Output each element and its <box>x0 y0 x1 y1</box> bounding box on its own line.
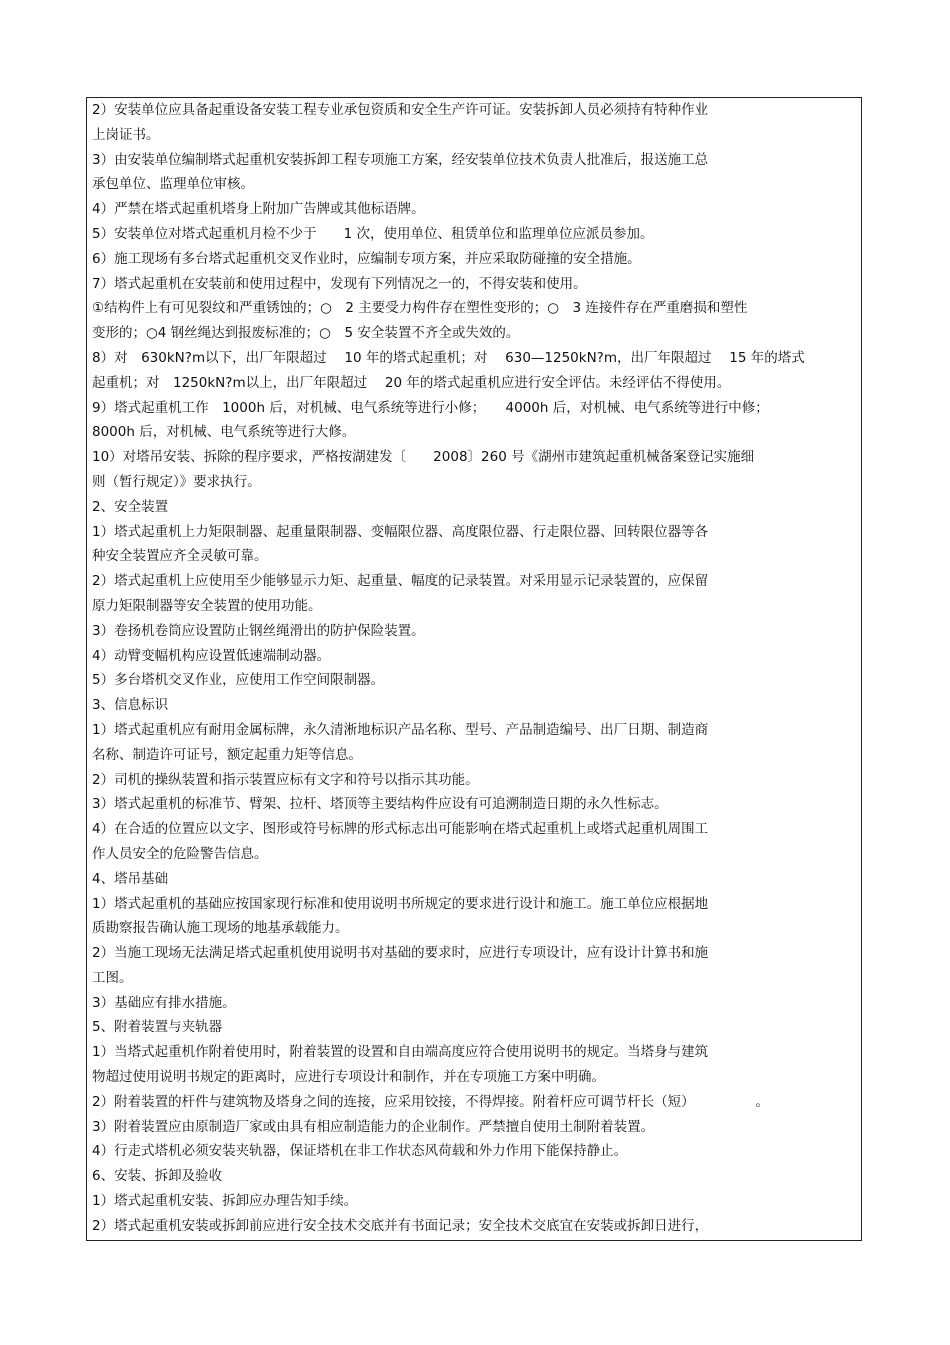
text-line: 7）塔式起重机在安装前和使用过程中，发现有下列情况之一的，不得安装和使用。 <box>92 275 587 292</box>
text-line: ①结构件上有可见裂纹和严重锈蚀的；○ 2 主要受力构件存在塑性变形的；○ 3 连接件存在严重磨损和塑性 <box>92 300 748 317</box>
text-line: 5）多台塔机交叉作业，应使用工作空间限制器。 <box>92 672 385 689</box>
text-line: 6）施工现场有多台塔式起重机交叉作业时，应编制专项方案，并应采取防碰撞的安全措施。 <box>92 250 641 267</box>
text-line: 3）附着装置应由原制造厂家或由具有相应制造能力的企业制作。严禁擅自使用土制附着装置。 <box>92 1118 655 1135</box>
text-line: 1）塔式起重机上力矩限制器、起重量限制器、变幅限位器、高度限位器、行走限位器、回转限位器等各 <box>92 523 709 540</box>
document-body <box>92 98 854 1239</box>
text-line: 作人员安全的危险警告信息。 <box>92 845 268 862</box>
text-line: 9）塔式起重机工作 1000h 后，对机械、电气系统等进行小修； 4000h 后，对机械、电气系统等进行中修； <box>92 399 769 416</box>
text-line: 物超过使用说明书规定的距离时，应进行专项设计和制作，并在专项施工方案中明确。 <box>92 1069 605 1086</box>
text-line: 4）动臂变幅机构应设置低速端制动器。 <box>92 647 331 664</box>
text-line: 上岗证书。 <box>92 126 160 143</box>
text-line: 1）塔式起重机的基础应按国家现行标准和使用说明书所规定的要求进行设计和施工。施工单位应根据地 <box>92 895 709 912</box>
text-line: 则（暂行规定）》要求执行。 <box>92 473 261 490</box>
text-line: 1）当塔式起重机作附着使用时，附着装置的设置和自由端高度应符合使用说明书的规定。当塔身与建筑 <box>92 1044 709 1061</box>
text-line: 10）对塔吊安装、拆除的程序要求，严格按湖建发〔 2008〕260 号《湖州市建筑起重机械备案登记实施细 <box>92 449 755 466</box>
section-heading: 4、塔吊基础 <box>92 870 169 887</box>
section-heading: 6、安装、拆卸及验收 <box>92 1168 223 1185</box>
text-line: 3）卷扬机卷筒应设置防止钢丝绳滑出的防护保险装置。 <box>92 622 425 639</box>
text-line: 原力矩限制器等安全装置的使用功能。 <box>92 597 322 614</box>
section-heading: 3、信息标识 <box>92 697 169 714</box>
text-line: 起重机；对 1250kN?m以上，出厂年限超过 20 年的塔式起重机应进行安全评估。未经评估不得使用。 <box>92 374 731 391</box>
text-line: 承包单位、监理单位审核。 <box>92 176 254 193</box>
text-line: 质勘察报告确认施工现场的地基承载能力。 <box>92 920 349 937</box>
text-line: 名称、制造许可证号，额定起重力矩等信息。 <box>92 746 362 763</box>
text-line: 4）行走式塔机必须安装夹轨器，保证塔机在非工作状态风荷载和外力作用下能保持静止。 <box>92 1143 628 1160</box>
text-line: 3）塔式起重机的标准节、臂架、拉杆、塔顶等主要结构件应设有可追溯制造日期的永久性标志。 <box>92 796 668 813</box>
text-line: 2）安装单位应具备起重设备安装工程专业承包资质和安全生产许可证。安装拆卸人员必须持有特种作业 <box>92 102 709 118</box>
text-line: 4）严禁在塔式起重机塔身上附加广告牌或其他标语牌。 <box>92 201 425 218</box>
text-line: 工图。 <box>92 969 133 986</box>
section-heading: 2、安全装置 <box>92 498 169 515</box>
text-line: 4）在合适的位置应以文字、图形或符号标牌的形式标志出可能影响在塔式起重机上或塔式起重机周围工 <box>92 821 709 838</box>
text-line: 变形的；○4 钢丝绳达到报废标准的；○ 5 安全装置不齐全或失效的。 <box>92 325 520 342</box>
text-line: 2）附着装置的杆件与建筑物及塔身之间的连接，应采用铰接，不得焊接。附着杆应可调节杆长（短） 。 <box>92 1093 769 1110</box>
text-line: 种安全装置应齐全灵敏可靠。 <box>92 548 268 565</box>
text-line: 2）当施工现场无法满足塔式起重机使用说明书对基础的要求时，应进行专项设计，应有设计计算书和施 <box>92 945 709 962</box>
text-line: 2）司机的操纵装置和指示装置应标有文字和符号以指示其功能。 <box>92 771 479 788</box>
text-line: 8）对 630kN?m以下，出厂年限超过 10 年的塔式起重机；对 630—1250kN?m，出厂年限超过 15 年的塔式 <box>92 349 805 366</box>
text-line: 1）塔式起重机应有耐用金属标牌，永久清淅地标识产品名称、型号、产品制造编号、出厂日期、制造商 <box>92 721 709 738</box>
text-line: 3）基础应有排水措施。 <box>92 994 236 1011</box>
text-line: 3）由安装单位编制塔式起重机安装拆卸工程专项施工方案，经安装单位技术负责人批准后，报送施工总 <box>92 151 709 168</box>
text-line: 2）塔式起重机安装或拆卸前应进行安全技术交底并有书面记录；安全技术交底宜在安装或拆卸日进行， <box>92 1217 709 1234</box>
section-heading: 5、附着装置与夹轨器 <box>92 1019 223 1036</box>
text-line: 5）安装单位对塔式起重机月检不少于 1 次，使用单位、租赁单位和监理单位应派员参加。 <box>92 225 654 242</box>
text-line: 1）塔式起重机安装、拆卸应办理告知手续。 <box>92 1193 358 1210</box>
text-line: 8000h 后，对机械、电气系统等进行大修。 <box>92 424 356 441</box>
text-line: 2）塔式起重机上应使用至少能够显示力矩、起重量、幅度的记录装置。对采用显示记录装置的，应保留 <box>92 573 709 590</box>
